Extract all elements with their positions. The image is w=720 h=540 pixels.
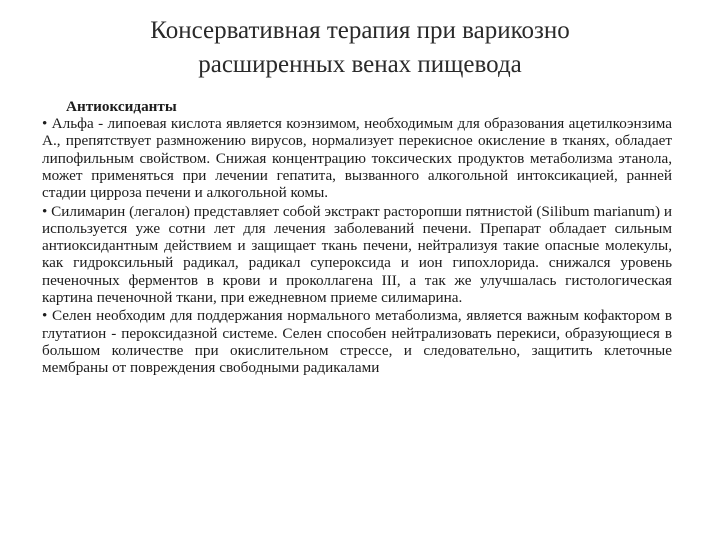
- slide-title: [40, 14, 680, 82]
- slide-title-line-2: расширенных венах пищевода: [198, 51, 522, 78]
- slide-body: [42, 98, 672, 378]
- paragraph-selenium: • Селен необходим для поддержания нормального метаболизма, является важным кофактором в глутатион - пероксидазной системе. Селен способен нейтрализовать перекиси, образующиеся в большом количестве при окислительном стрессе, и следовательно, защитить клеточные мембраны от повреждения свободными радикалами: [42, 307, 672, 377]
- slide-title-line-1: Консервативная терапия при варикозно: [150, 17, 570, 44]
- paragraph-alpha-lipoic-acid: • Альфа - липоевая кислота является коэнзимом, необходимым для образования ацетилкоэнзима А., препятствует размножению вирусов, нормализует перекисное окисление в тканях, обладает липофильным свойством. Снижая концентрацию токсических продуктов метаболизма этанола, может применяться при лечении гепатита, вызванного алкогольной интоксикацией, ранней стадии цирроза печени и алкогольной комы.: [42, 115, 672, 202]
- section-heading: Антиоксиданты: [66, 98, 177, 115]
- paragraph-silymarin: • Силимарин (легалон) представляет собой экстракт расторопши пятнистой (Silibum marianum) и используется уже сотни лет для лечения заболеваний печени. Препарат обладает сильным антиоксидантным действием и защищает ткань печени, нейтрализуя такие опасные молекулы, как гидроксильный радикал, радикал супероксида и ион гипохлорида. снижался уровень печеночных ферментов в крови и проколлагена III, а так же улучшалась гистологическая картина печеночной ткани, при ежедневном приеме силимарина.: [42, 202, 672, 306]
